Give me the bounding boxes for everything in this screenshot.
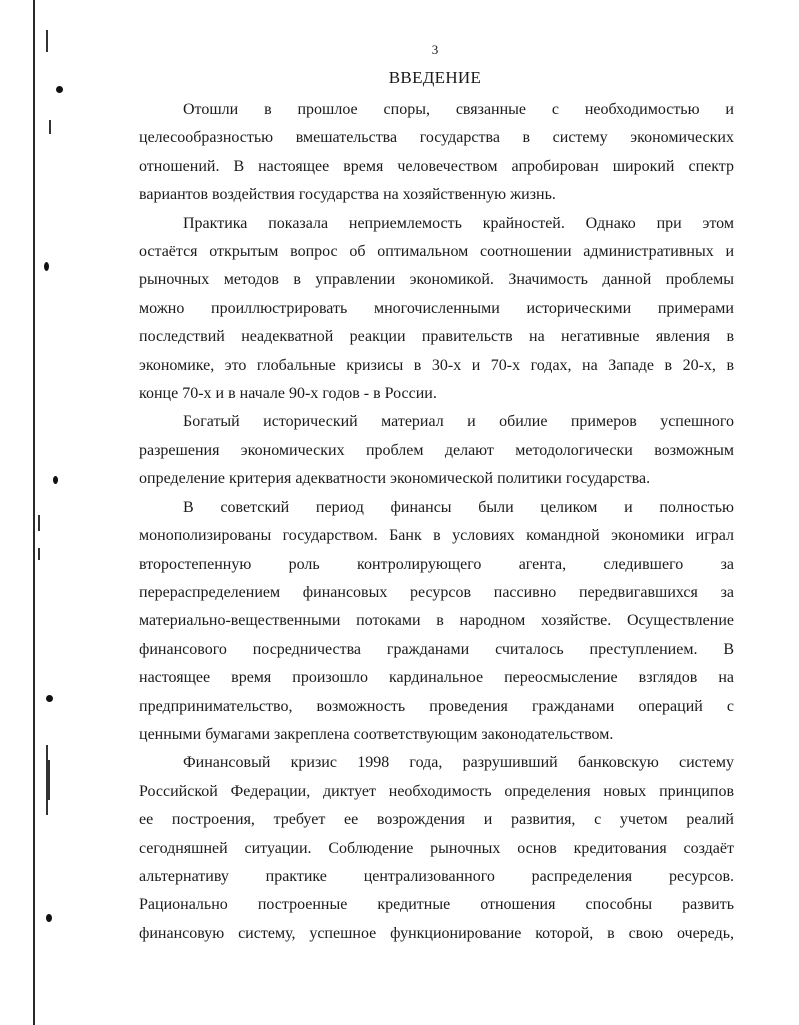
text-line: Российской Федерации, диктует необходимость определения новых принципов bbox=[139, 782, 734, 800]
text-line: экономике, это глобальные кризисы в 30-х и 70-х годах, на Западе в 20-х, в bbox=[139, 356, 734, 374]
page-number: 3 bbox=[431, 42, 439, 57]
text-line: монополизированы государством. Банк в условиях командной экономики играл bbox=[139, 527, 734, 545]
text-line: финансовую систему, успешное функционирование которой, в свою очередь, bbox=[139, 924, 734, 942]
text-line: целесообразностью вмешательства государства в систему экономических bbox=[139, 129, 734, 147]
scan-binding-edge bbox=[33, 0, 35, 1025]
text-line: сегодняшней ситуации. Соблюдение рыночных основ кредитования создаёт bbox=[139, 839, 734, 857]
text-line: ценными бумагами закреплена соответствующим законодательством. bbox=[139, 725, 614, 743]
paragraph bbox=[139, 749, 734, 948]
text-line: Финансовый кризис 1998 года, разрушивший банковскую систему bbox=[183, 754, 734, 772]
page-title: ВВЕДЕНИЕ bbox=[388, 68, 482, 87]
paragraph bbox=[139, 210, 734, 409]
text-line: остаётся открытым вопрос об оптимальном соотношении административных и bbox=[139, 243, 734, 261]
scan-mark bbox=[48, 760, 50, 800]
paragraph bbox=[139, 494, 734, 750]
binding-hole-mark bbox=[44, 262, 49, 271]
text-line: Отошли в прошлое споры, связанные с необходимостью и bbox=[183, 101, 734, 118]
text-line: В советский период финансы были целиком и полностью bbox=[183, 498, 734, 516]
text-line: вариантов воздействия государства на хозяйственную жизнь. bbox=[139, 186, 556, 204]
scan-mark bbox=[49, 120, 51, 134]
text-line: определение критерия адекватности экономической политики государства. bbox=[139, 470, 651, 488]
text-line: материально-вещественными потоками в народном хозяйстве. Осуществление bbox=[139, 612, 734, 630]
binding-hole-mark bbox=[46, 914, 52, 922]
text-line: альтернативу практике централизованного распределения ресурсов. bbox=[139, 867, 734, 885]
scan-mark bbox=[38, 548, 40, 560]
text-line: Практика показала неприемлемость крайностей. Однако при этом bbox=[183, 214, 734, 232]
text-line: ее построения, требует ее возрождения и развития, с учетом реалий bbox=[139, 811, 734, 829]
text-line: можно проиллюстрировать многочисленными историческими примерами bbox=[139, 299, 734, 317]
text-line: последствий неадекватной реакции правительств на негативные явления в bbox=[139, 328, 734, 346]
binding-hole-mark bbox=[46, 695, 53, 702]
text-line: предпринимательство, возможность проведения гражданами операций с bbox=[139, 697, 734, 715]
text-line: разрешения экономических проблем делают методологически возможным bbox=[139, 441, 734, 459]
document-body bbox=[139, 96, 734, 948]
text-line: второстепенную роль контролирующего агента, следившего за bbox=[139, 555, 734, 573]
text-line: Рационально построенные кредитные отношения способны развить bbox=[139, 896, 734, 914]
paragraph bbox=[139, 408, 734, 493]
text-line: финансового посредничества гражданами считалось преступлением. В bbox=[139, 640, 734, 658]
text-line: перераспределением финансовых ресурсов пассивно передвигавшихся за bbox=[139, 583, 734, 601]
text-line: отношений. В настоящее время человечеством апробирован широкий спектр bbox=[139, 157, 734, 175]
text-line: Богатый исторический материал и обилие примеров успешного bbox=[183, 413, 734, 431]
text-line: конце 70-х и в начале 90-х годов - в России. bbox=[139, 385, 437, 403]
binding-hole-mark bbox=[53, 476, 58, 484]
paragraph bbox=[139, 96, 734, 210]
scan-mark bbox=[38, 515, 40, 531]
text-line: настоящее время произошло кардинальное переосмысление взглядов на bbox=[139, 669, 734, 687]
text-line: рыночных методов в управлении экономикой. Значимость данной проблемы bbox=[139, 271, 734, 289]
